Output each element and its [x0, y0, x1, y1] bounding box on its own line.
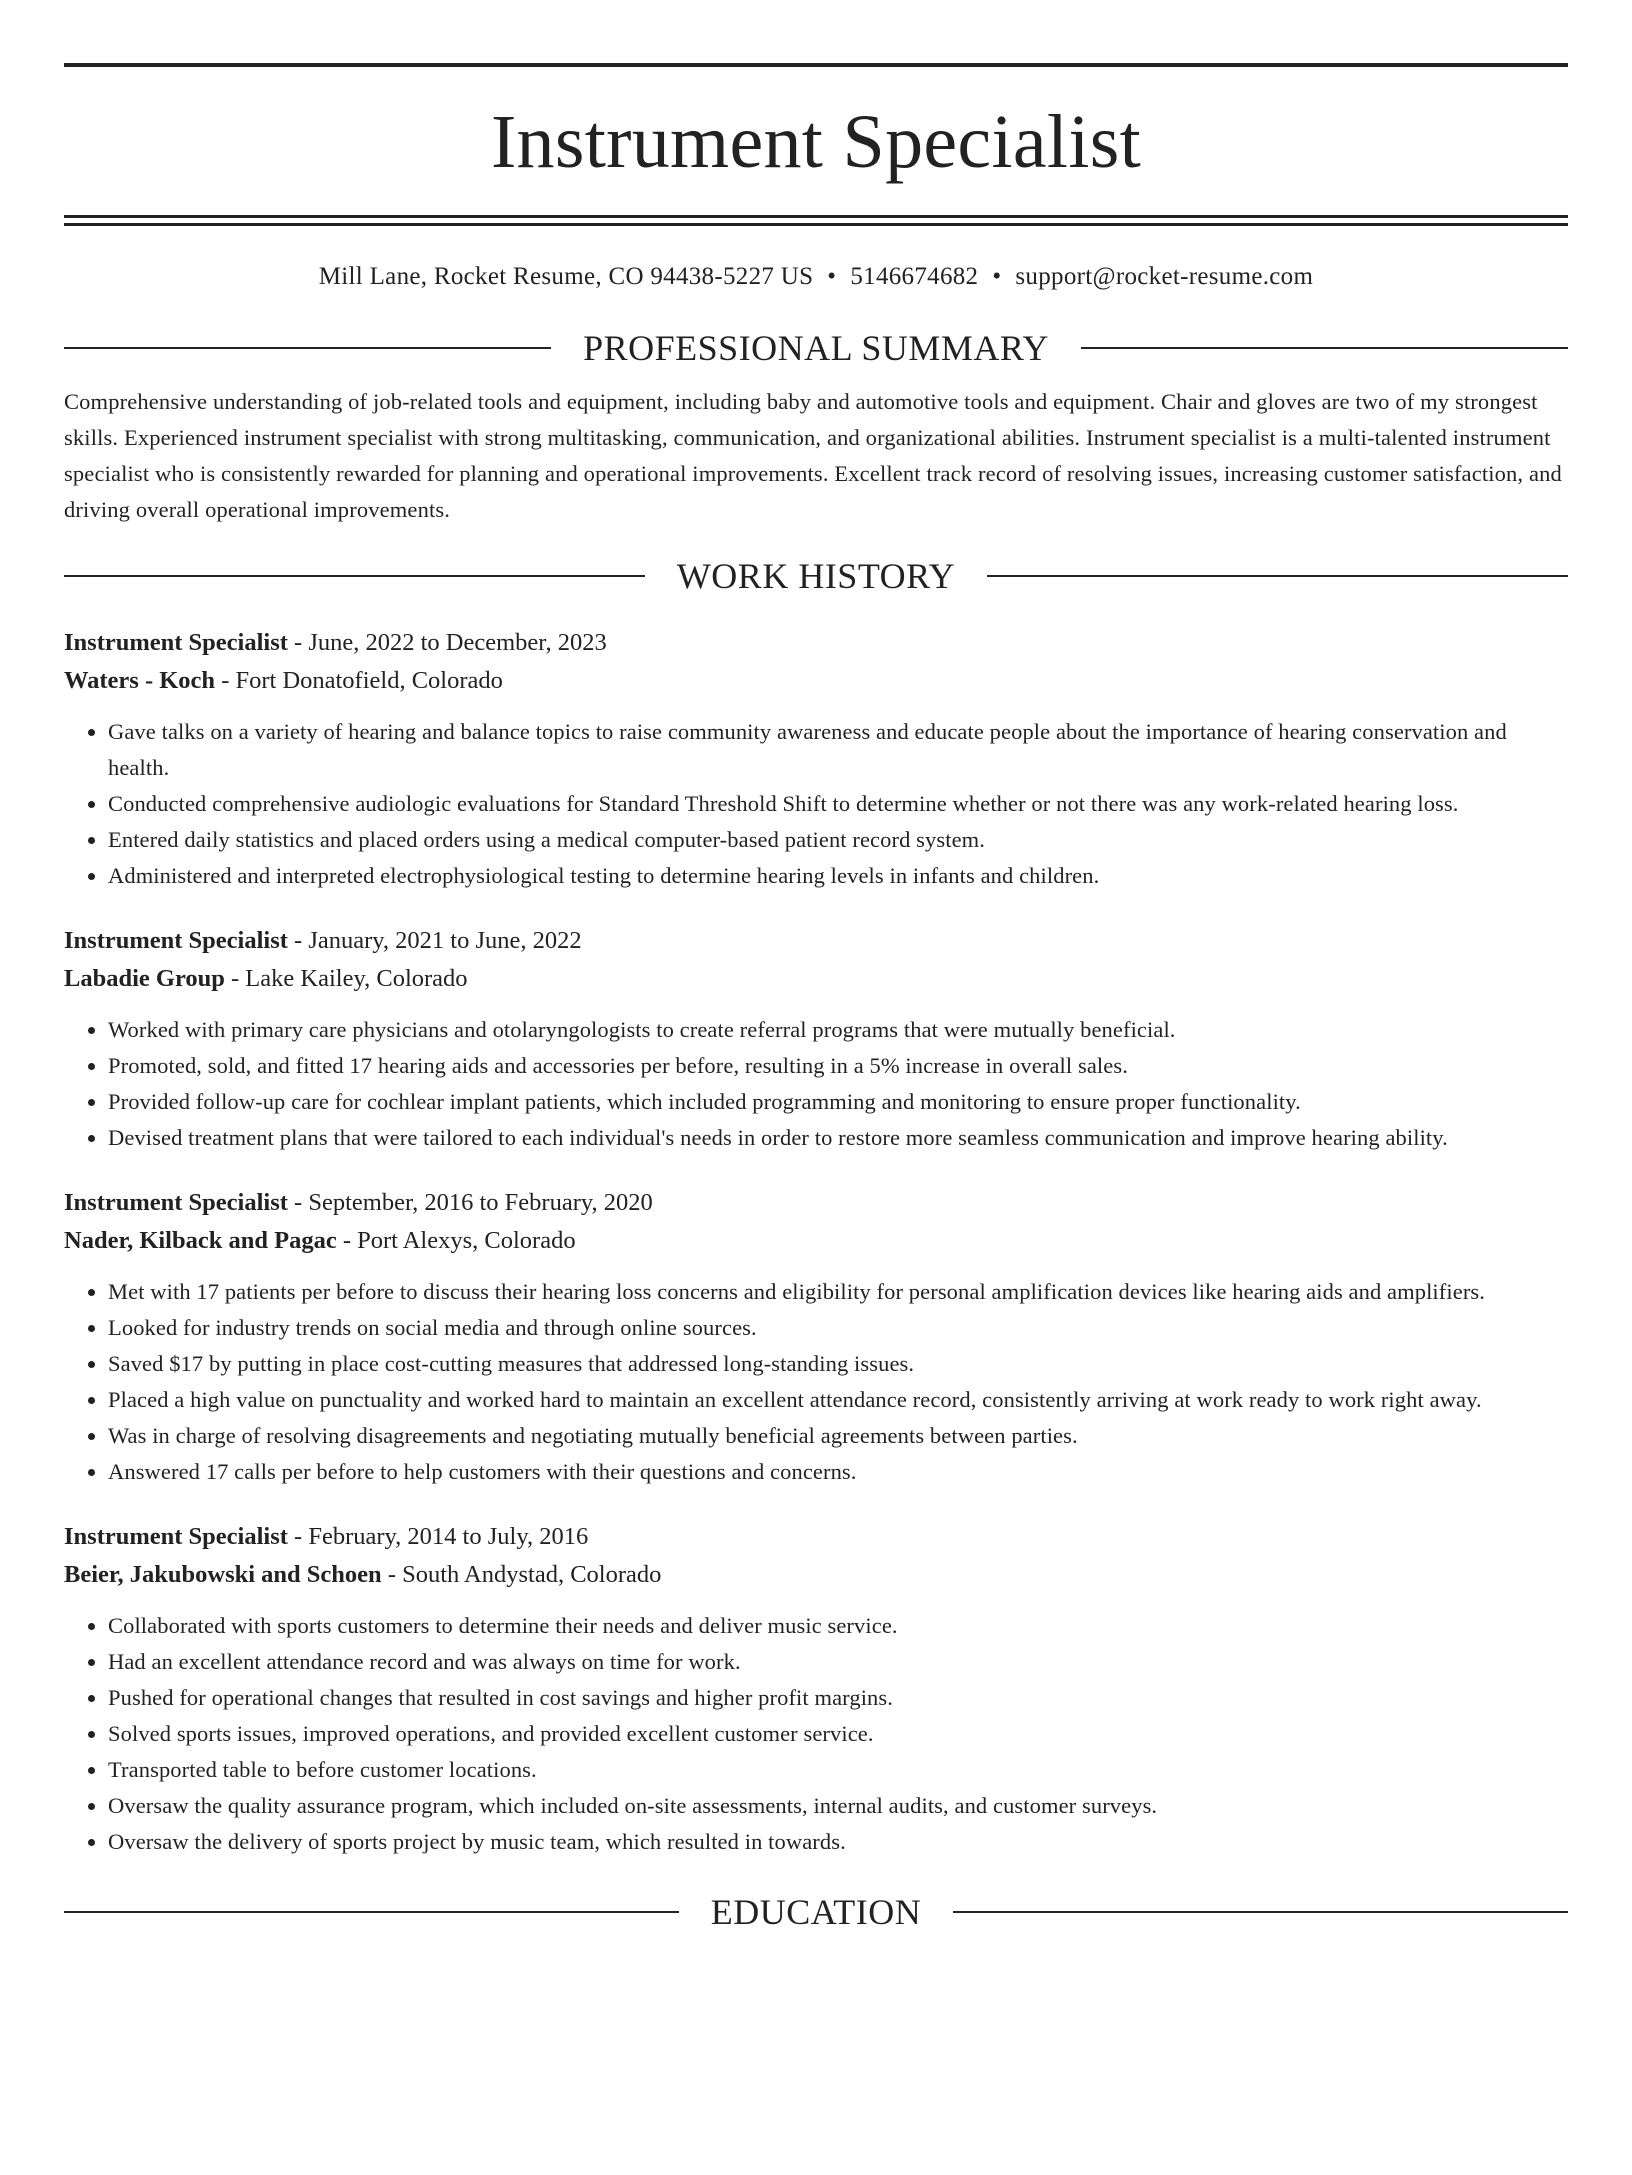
list-item: • Oversaw the quality assurance program, which included on-site assessments, internal audits, and customer surveys. [108, 1788, 1568, 1824]
list-item: • Looked for industry trends on social media and through online sources. [108, 1310, 1568, 1346]
job-title-line [64, 624, 1568, 662]
job-dates: - February, 2014 to July, 2016 [287, 1523, 589, 1550]
list-item: • Promoted, sold, and fitted 17 hearing aids and accessories per before, resulting in a 5% increase in overall sales. [108, 1048, 1568, 1084]
job-bullets [64, 1274, 1568, 1490]
resume-page [0, 63, 1632, 2175]
heading-rule-right [1081, 347, 1568, 349]
list-item: • Placed a high value on punctuality and worked hard to maintain an excellent attendance record, consistently arriving at work ready to work right away. [108, 1382, 1568, 1418]
job-bullets [64, 1012, 1568, 1156]
job-entry [64, 1184, 1568, 1490]
job-title-line [64, 922, 1568, 960]
job-location: - South Andystad, Colorado [381, 1561, 662, 1588]
list-item: • Answered 17 calls per before to help customers with their questions and concerns. [108, 1454, 1568, 1490]
list-item: • Oversaw the delivery of sports project by music team, which resulted in towards. [108, 1824, 1568, 1860]
header-double-rule [64, 215, 1568, 226]
list-item: • Collaborated with sports customers to determine their needs and deliver music service. [108, 1608, 1568, 1644]
job-company-line [64, 1556, 1568, 1594]
section-title: WORK HISTORY [676, 556, 956, 596]
job-location: - Lake Kailey, Colorado [224, 965, 468, 992]
list-item: • Solved sports issues, improved operations, and provided excellent customer service. [108, 1716, 1568, 1752]
heading-rule-left [64, 347, 551, 349]
page-title: Instrument Specialist [490, 100, 1142, 184]
section-heading-summary [64, 326, 1568, 370]
list-item: • Conducted comprehensive audiologic evaluations for Standard Threshold Shift to determine whether or not there was any work-related hearing loss. [108, 786, 1568, 822]
list-item: • Worked with primary care physicians and otolaryngologists to create referral programs that were mutually beneficial. [108, 1012, 1568, 1048]
job-role: Instrument Specialist [64, 1523, 288, 1550]
header-top-rule [64, 63, 1568, 67]
job-entry [64, 922, 1568, 1156]
section-title: PROFESSIONAL SUMMARY [583, 328, 1049, 368]
job-company: Labadie Group [64, 965, 225, 992]
job-title-line [64, 1184, 1568, 1222]
job-dates: - January, 2021 to June, 2022 [287, 927, 582, 954]
section-title: EDUCATION [710, 1892, 922, 1932]
job-company-line [64, 662, 1568, 700]
job-company-line [64, 1222, 1568, 1260]
contact-address: Mill Lane, Rocket Resume, CO 94438-5227 US [318, 263, 814, 290]
contact-separator: • [992, 263, 1002, 290]
summary-text: Comprehensive understanding of job-related tools and equipment, including baby and automotive tools and equipment. Chair and gloves are two of my strongest skills. Experienced instrument specialist with strong multitasking, communication, and organizational abilities. Instrument specialist is a multi-talented instrument specialist who is consistently rewarded for planning and operational improvements. Excellent track record of resolving issues, increasing customer satisfaction, and driving overall operational improvements. [64, 389, 1562, 522]
contact-line [64, 262, 1568, 292]
heading-rule-right [987, 575, 1568, 577]
list-item: • Met with 17 patients per before to discuss their hearing loss concerns and eligibility for personal amplification devices like hearing aids and amplifiers. [108, 1274, 1568, 1310]
list-item: • Pushed for operational changes that resulted in cost savings and higher profit margins. [108, 1680, 1568, 1716]
job-dates: - September, 2016 to February, 2020 [287, 1189, 653, 1216]
list-item: • Saved $17 by putting in place cost-cutting measures that addressed long-standing issues. [108, 1346, 1568, 1382]
job-role: Instrument Specialist [64, 1189, 288, 1216]
job-company: Waters - Koch [64, 667, 216, 694]
job-dates: - June, 2022 to December, 2023 [287, 629, 607, 656]
list-item: • Entered daily statistics and placed orders using a medical computer-based patient record system. [108, 822, 1568, 858]
list-item: • Administered and interpreted electrophysiological testing to determine hearing levels in infants and children. [108, 858, 1568, 894]
list-item: • Had an excellent attendance record and was always on time for work. [108, 1644, 1568, 1680]
job-location: - Port Alexys, Colorado [336, 1227, 576, 1254]
list-item: • Provided follow-up care for cochlear implant patients, which included programming and monitoring to ensure proper functionality. [108, 1084, 1568, 1120]
heading-rule-left [64, 1911, 679, 1913]
list-item: • Was in charge of resolving disagreements and negotiating mutually beneficial agreements between parties. [108, 1418, 1568, 1454]
heading-rule-left [64, 575, 645, 577]
list-item: • Devised treatment plans that were tailored to each individual's needs in order to restore more seamless communication and improve hearing ability. [108, 1120, 1568, 1156]
job-location: - Fort Donatofield, Colorado [215, 667, 503, 694]
job-company: Nader, Kilback and Pagac [64, 1227, 337, 1254]
contact-phone: 5146674682 [850, 263, 979, 290]
list-item: • Transported table to before customer locations. [108, 1752, 1568, 1788]
job-bullets [64, 714, 1568, 894]
contact-separator: • [827, 263, 837, 290]
job-entry [64, 1518, 1568, 1860]
contact-email: support@rocket-resume.com [1015, 263, 1314, 290]
job-company: Beier, Jakubowski and Schoen [64, 1561, 382, 1588]
section-heading-education [64, 1890, 1568, 1934]
job-role: Instrument Specialist [64, 629, 288, 656]
job-bullets [64, 1608, 1568, 1860]
heading-rule-right [953, 1911, 1568, 1913]
job-company-line [64, 960, 1568, 998]
job-entry [64, 624, 1568, 894]
job-title-line [64, 1518, 1568, 1556]
section-heading-work-history [64, 554, 1568, 598]
job-role: Instrument Specialist [64, 927, 288, 954]
list-item: • Gave talks on a variety of hearing and balance topics to raise community awareness and educate people about the importance of hearing conservation and health. [108, 714, 1568, 786]
